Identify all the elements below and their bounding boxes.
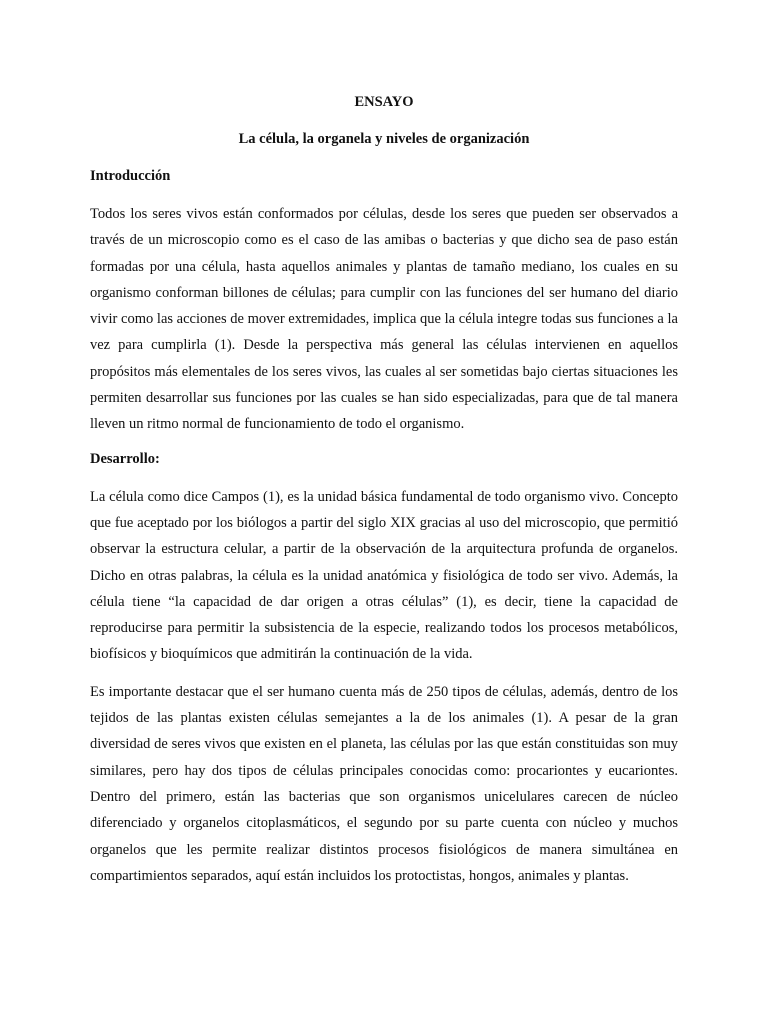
paragraph-introduccion: Todos los seres vivos están conformados por células, desde los seres que pueden ser observados a través de un microscopio como es el caso de las amibas o bacterias y que dicho sea de paso están formadas por una célula, hasta aquellos animales y plantas de tamaño mediano, los cuales en su organismo conforman billones de células; para cumplir con las funciones del ser humano del diario vivir como las acciones de mover extremidades, implica que la célula integre todas sus funciones a la vez para cumplirla (1). Desde la perspectiva más general las células intervienen en aquellos propósitos más elementales de los seres vivos, las cuales al ser sometidas bajo ciertas situaciones les permiten desarrollar sus funciones por las cuales se han sido especializadas, para que de tal manera lleven un ritmo normal de funcionamiento de todo el organismo. xyxy=(90,206,678,433)
document-title: ENSAYO xyxy=(354,94,414,110)
paragraph-desarrollo-1: La célula como dice Campos (1), es la unidad básica fundamental de todo organismo vivo. Concepto que fue aceptado por los biólogos a partir del siglo XIX gracias al uso del microscopio, que permitió observar la estructura celular, a partir de la observación de la arquitectura profunda de organelos. Dicho en otras palabras, la célula es la unidad anatómica y fisiológica de todo ser vivo. Además, la célula tiene “la capacidad de dar origen a otras células” (1), es decir, tiene la capacidad de reproducirse para permitir la subsistencia de la especie, realizando todos los procesos metabólicos, biofísicos y bioquímicos que admitirán la continuación de la vida. xyxy=(90,488,678,663)
section-heading-introduccion: Introducción xyxy=(90,168,171,184)
document-body xyxy=(90,91,678,900)
section-heading-desarrollo: Desarrollo: xyxy=(90,450,160,467)
document-subtitle: La célula, la organela y niveles de organización xyxy=(238,131,530,147)
paragraph-desarrollo-2: Es importante destacar que el ser humano cuenta más de 250 tipos de células, además, dentro de los tejidos de las plantas existen células semejantes a la de los animales (1). A pesar de la gran diversidad de seres vivos que existen en el planeta, las células por las que están constituidas son muy similares, pero hay dos tipos de células principales conocidas como: procariontes y eucariontes. Dentro del primero, están las bacterias que son organismos unicelulares carecen de núcleo diferenciado y organelos citoplasmáticos, el segundo por su parte cuenta con núcleo y muchos organelos que les permite realizar distintos procesos fisiológicos de manera simultánea en compartimientos separados, aquí están incluidos los protoctistas, hongos, animales y plantas. xyxy=(90,683,678,884)
